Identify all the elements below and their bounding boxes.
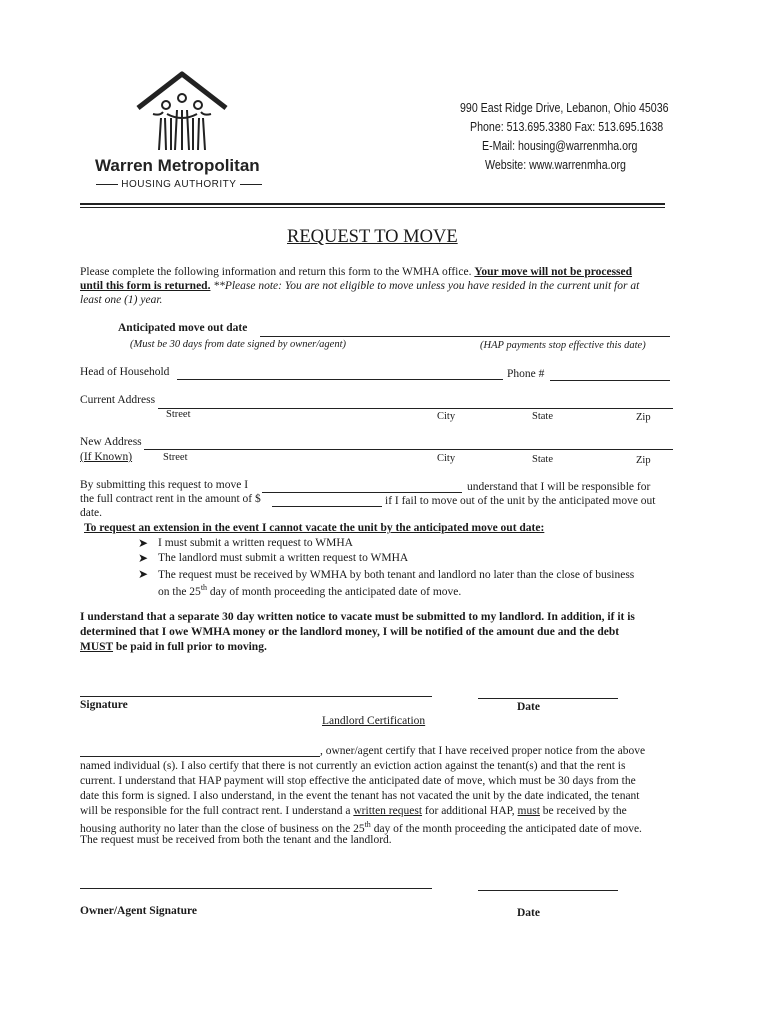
cert-line4: date this form is signed. I also understand, in the event the tenant has not vacated the unit by the date indicated, the tenant — [80, 790, 640, 802]
current-address-field[interactable] — [158, 408, 673, 409]
submit-text-c: the full contract rent in the amount of $ — [80, 493, 261, 505]
owner-name-field[interactable] — [80, 756, 320, 757]
signature-label: Signature — [80, 699, 128, 711]
submit-text-b: understand that I will be responsible for — [467, 481, 651, 493]
notice-must: MUST — [80, 641, 114, 653]
move-out-field[interactable] — [260, 336, 670, 337]
owner-signature-field[interactable] — [80, 888, 432, 889]
bullet-2: The landlord must submit a written request to WMHA — [158, 552, 409, 564]
bullet-3: The request must be received by WMHA by both tenant and landlord no later than the close of business — [158, 569, 635, 581]
notice-line2: determined that I owe WMHA money or the landlord money, I will be notified of the amount due and the debt — [80, 626, 620, 638]
new-state: State — [532, 454, 553, 465]
bullet-3-cont-b: day of month proceeding the anticipated date of move. — [207, 585, 462, 598]
current-state: State — [532, 411, 553, 422]
hap-note: (HAP payments stop effective this date) — [480, 340, 646, 351]
new-address-label: New Address — [80, 436, 142, 448]
if-known-label: (If Known) — [80, 451, 133, 463]
cert-line5 — [80, 805, 627, 817]
cert-line7: The request must be received from both the tenant and the landlord. — [80, 834, 392, 846]
new-city: City — [437, 453, 456, 464]
cert-line5a: will be responsible for the full contract rent. I understand a — [80, 805, 354, 817]
intro-bold1: Your move will not be processed — [474, 266, 633, 278]
cert-line6b: day of the month proceeding the anticipated date of move. — [370, 822, 642, 835]
intro-line1 — [80, 266, 632, 278]
intro-note: **Please note: You are not eligible to move unless you have resided in the current unit for at — [210, 280, 640, 292]
date-label: Date — [517, 701, 540, 713]
bullet-3-cont — [158, 583, 461, 598]
cert-line2: named individual (s). I also certify that there is not currently an eviction action against the tenant(s) and that the rent is — [80, 760, 626, 772]
contact-address: 990 East Ridge Drive, Lebanon, Ohio 45036 — [460, 101, 669, 115]
new-zip: Zip — [636, 455, 651, 466]
move-out-note: (Must be 30 days from date signed by owner/agent) — [130, 339, 346, 350]
bullet-3-sup: th — [200, 583, 208, 592]
bullet-arrow-icon: ➤ — [138, 551, 149, 565]
current-city: City — [437, 411, 456, 422]
cert-line5m: must — [517, 805, 540, 817]
org-sub: HOUSING AUTHORITY — [121, 179, 237, 190]
move-out-label: Anticipated move out date — [118, 322, 248, 334]
contact-email: E-Mail: housing@warrenmha.org — [482, 139, 638, 153]
cert-line5b: for additional HAP, — [422, 805, 518, 817]
form-title: REQUEST TO MOVE — [287, 227, 458, 247]
phone-label: Phone # — [507, 368, 545, 380]
new-street: Street — [163, 452, 188, 463]
submit-text-e: date. — [80, 507, 103, 519]
landlord-cert-heading: Landlord Certification — [322, 715, 426, 727]
submit-name-field[interactable] — [262, 492, 462, 493]
phone-field[interactable] — [550, 380, 670, 381]
contact-website: Website: www.warrenmha.org — [485, 158, 626, 172]
cert-line5c: be received by the — [539, 805, 627, 817]
cert-line5u: written request — [353, 805, 423, 817]
bullet-arrow-icon: ➤ — [138, 567, 149, 581]
current-street: Street — [166, 409, 191, 420]
date-field[interactable] — [478, 698, 618, 699]
new-address-field[interactable] — [144, 449, 673, 450]
cert-line6 — [80, 820, 642, 835]
owner-signature-label: Owner/Agent Signature — [80, 905, 198, 917]
intro-note2: least one (1) year. — [80, 294, 163, 306]
signature-field[interactable] — [80, 696, 432, 697]
intro-text: Please complete the following information and return this form to the WMHA office. — [80, 266, 475, 278]
rent-amount-field[interactable] — [272, 506, 382, 507]
cert-line6sup: th — [364, 820, 371, 829]
current-address-label: Current Address — [80, 394, 156, 406]
notice-text3: be paid in full prior to moving. — [113, 641, 267, 653]
extension-heading: To request an extension in the event I cannot vacate the unit by the anticipated move out date: — [84, 522, 545, 534]
intro-line2 — [80, 280, 639, 292]
notice-line1: I understand that a separate 30 day written notice to vacate must be submitted to my landlord. In addition, if it is — [80, 611, 635, 623]
cert-line1: , owner/agent certify that I have received proper notice from the above — [320, 745, 646, 757]
bullet-3-cont-a: on the 25 — [158, 585, 201, 598]
owner-date-field[interactable] — [478, 890, 618, 891]
bullet-arrow-icon: ➤ — [138, 536, 149, 550]
org-name: Warren Metropolitan — [95, 156, 260, 175]
logo — [135, 70, 230, 155]
head-field[interactable] — [177, 379, 503, 380]
notice-line3 — [80, 641, 267, 653]
intro-bold2: until this form is returned. — [80, 280, 211, 292]
org-sub-wrap — [96, 179, 262, 190]
bullet-1: I must submit a written request to WMHA — [158, 537, 353, 549]
owner-date-label: Date — [517, 907, 540, 919]
header-divider — [80, 203, 665, 205]
cert-line3: current. I understand that HAP payment will stop effective the anticipated date of move, which must be 30 days from the — [80, 775, 636, 787]
header-divider-thin — [80, 207, 665, 208]
submit-text-a: By submitting this request to move I — [80, 479, 249, 491]
house-family-logo-icon — [135, 70, 230, 155]
submit-text-d: if I fail to move out of the unit by the anticipated move out — [385, 495, 656, 507]
current-zip: Zip — [636, 412, 651, 423]
contact-phone: Phone: 513.695.3380 Fax: 513.695.1638 — [470, 120, 664, 134]
cert-line6a: housing authority no later than the close of business on the 25 — [80, 822, 365, 835]
head-label: Head of Household — [80, 366, 170, 378]
